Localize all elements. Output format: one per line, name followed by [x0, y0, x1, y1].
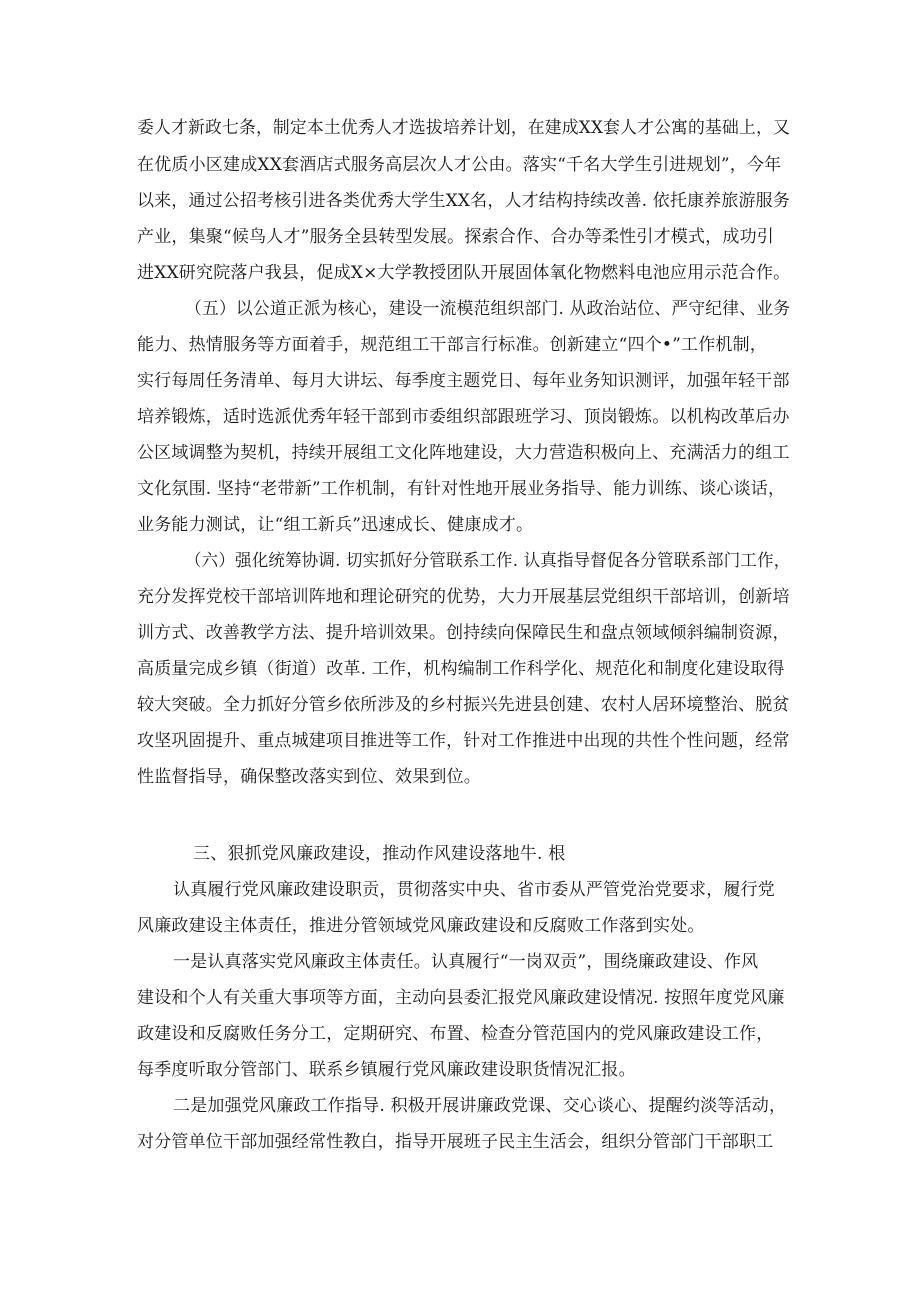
- text-line: 进XX研究院落户我县，促成X×大学教授团队开展固体氧化物燃料电池应用示范合作。: [137, 263, 791, 283]
- text-line: 产业，集聚“候鸟人才”服务全县转型发展。探索合作、合办等柔性引才模式，成功引: [137, 227, 774, 247]
- text-line: 业务能力测试，让“组工新兵”迅速成长、健康成才。: [137, 515, 534, 535]
- text-line: 训方式、改善教学方法、提升培训效果。创持续向保障民生和盘点领域倾斜编制资源，: [137, 623, 790, 643]
- text-line: 对分管单位干部加强经常性教白，指导开展班子民主生活会，组织分管部门干部职工: [137, 1132, 774, 1152]
- text-line: 实行每周任务清单、每月大讲坛、每季度主题党日、每年业务知识测评，加强年轻干部: [137, 371, 790, 391]
- text-line: 一是认真落实党风廉政主体责任。认真履行“一岗双贡”，围绕廉政建设、作风: [173, 952, 759, 972]
- text-line: 公区域调整为契机，持续开展组工文化阵地建设，大力营造积极向上、充满活力的组工: [137, 443, 790, 463]
- text-line: 政建设和反腐败任务分工，定期研究、布置、检查分管范国内的党风廉政建设工作，: [137, 1024, 774, 1044]
- text-line: 能力、热情服务等方面着手，规范组工干部言行标准。创新建立“四个•”工作机制，: [137, 335, 768, 355]
- paragraph-heading: （五）以公道正派为核心，建设一流模范组织部门. 从政治站位、严守纪律、业务: [185, 299, 791, 319]
- section-heading: 三、狠抓党风廉政建设，推动作风建设落地牛. 根: [193, 844, 566, 864]
- text-line: 认真履行党风廉政建设职贡，贯彻落实中央、省市委从严管党治党要求，履行党: [173, 880, 775, 900]
- text-line: 充分发挥党校干部培训阵地和理论研究的优势，大力开展基层党组织干部培训，创新培: [137, 587, 790, 607]
- text-line: 攻坚巩固提升、重点城建项目推进等工作，针对工作推进中出现的共性个性问题，经常: [137, 731, 790, 751]
- text-line: 高质量完成乡镇（街道）改革. 工作，机构编制工作科学化、规范化和制度化建设取得: [137, 659, 785, 679]
- text-line: 风廉政建设主体责任，推进分管领域党风廉政建设和反腐败工作落到实处。: [137, 916, 705, 936]
- text-line: 二是加强党风廉政工作指导. 积极开展讲廉政党课、交心谈心、提醒约淡等活动，: [173, 1096, 787, 1116]
- text-line: 性监督指导，确保整改落实到位、效果到位。: [137, 767, 481, 787]
- text-line: 委人才新政七条，制定本土优秀人才选拔培养计划，在建成XX套人才公寓的基础上，又: [137, 118, 791, 138]
- text-line: 在优质小区建成XX套酒店式服务高层次人才公由。落实“千名大学生引进规划”，今年: [137, 155, 782, 175]
- paragraph-heading: （六）强化统筹协调. 切实抓好分管联系工作. 认真指导督促各分管联系部门工作，: [185, 551, 791, 571]
- text-line: 建设和个人有关重大事项等方面，主动向县委汇报党风廉政建设情况. 按照年度党风廉: [137, 988, 785, 1008]
- text-line: 培养锻炼，适时选派优秀年轻干部到市委组织部跟班学习、顶岗锻炼。以机构改革后办: [137, 407, 790, 427]
- text-line: 文化氛围. 坚持“老带新”工作机制，有针对性地开展业务指导、能力训练、谈心谈话，: [137, 479, 786, 499]
- text-line: 每季度听取分管部门、联系乡镇履行党风廉政建设职货情况汇报。: [137, 1060, 636, 1080]
- text-line: 较大突破。全力抓好分管乡依所涉及的乡村振兴先进县创建、农村人居环境整治、脱贫: [137, 695, 790, 715]
- text-line: 以来，通过公招考核引进各类优秀大学生XX名，人才结构持续改善. 依托康养旅游服务: [137, 191, 790, 211]
